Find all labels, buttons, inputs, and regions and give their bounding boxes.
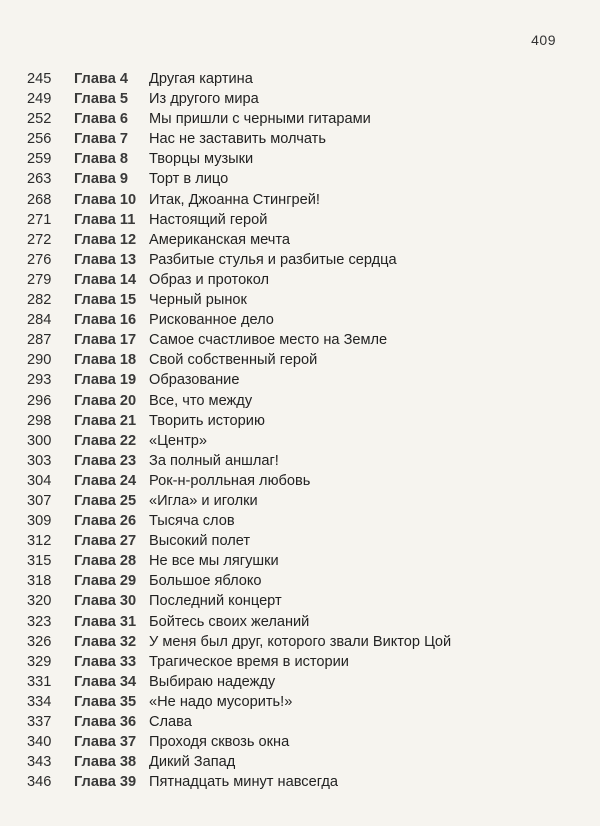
toc-page-number: 309 <box>27 513 52 530</box>
toc-chapter-label: Глава 24 <box>74 472 137 489</box>
toc-chapter-label: Глава 30 <box>74 593 137 610</box>
toc-entry <box>0 370 600 390</box>
toc-chapter-label: Глава 22 <box>74 432 137 449</box>
toc-chapter-title: Последний концерт <box>149 593 282 610</box>
toc-page-number: 272 <box>27 231 52 248</box>
toc-chapter-title: Свой собственный герой <box>149 352 318 369</box>
toc-chapter-title: Из другого мира <box>149 91 259 108</box>
toc-entry <box>0 571 600 591</box>
toc-chapter-label: Глава 6 <box>74 111 128 128</box>
toc-entry <box>0 169 600 189</box>
toc-chapter-title: Итак, Джоанна Стингрей! <box>149 191 320 208</box>
table-of-contents <box>0 69 600 792</box>
toc-entry <box>0 411 600 431</box>
toc-page-number: 259 <box>27 151 52 168</box>
toc-chapter-label: Глава 27 <box>74 533 137 550</box>
toc-chapter-label: Глава 25 <box>74 492 137 509</box>
toc-chapter-title: Творить историю <box>149 412 265 429</box>
toc-chapter-title: Американская мечта <box>149 231 291 248</box>
toc-page-number: 329 <box>27 653 52 670</box>
toc-page-number: 315 <box>27 553 52 570</box>
toc-chapter-label: Глава 12 <box>74 231 137 248</box>
toc-page-number: 284 <box>27 312 52 329</box>
toc-entry <box>0 451 600 471</box>
toc-page-number: 249 <box>27 91 52 108</box>
toc-entry <box>0 551 600 571</box>
toc-chapter-title: Торт в лицо <box>149 171 229 188</box>
toc-page-number: 263 <box>27 171 52 188</box>
toc-entry <box>0 129 600 149</box>
toc-page-number: 303 <box>27 452 52 469</box>
toc-chapter-title: Образ и протокол <box>149 271 270 288</box>
toc-chapter-label: Глава 14 <box>74 271 137 288</box>
toc-entry <box>0 632 600 652</box>
toc-entry <box>0 491 600 511</box>
toc-chapter-label: Глава 32 <box>74 633 137 650</box>
toc-chapter-label: Глава 11 <box>74 211 136 228</box>
toc-chapter-label: Глава 38 <box>74 754 137 771</box>
toc-chapter-title: Самое счастливое место на Земле <box>149 332 388 349</box>
toc-chapter-label: Глава 36 <box>74 714 137 730</box>
toc-chapter-title: «Игла» и иголки <box>149 492 258 509</box>
toc-entry <box>0 210 600 230</box>
toc-chapter-label: Глава 18 <box>74 352 137 369</box>
toc-chapter-label: Глава 7 <box>74 131 128 148</box>
toc-page-number: 290 <box>27 352 52 369</box>
toc-page-number: 252 <box>27 111 52 128</box>
toc-entry <box>0 591 600 611</box>
toc-chapter-label: Глава 16 <box>74 312 137 329</box>
toc-entry <box>0 69 600 89</box>
toc-chapter-label: Глава 20 <box>74 392 137 409</box>
toc-entry <box>0 109 600 129</box>
toc-page-number: 337 <box>27 714 52 730</box>
toc-entry <box>0 149 600 169</box>
toc-entry <box>0 310 600 330</box>
toc-chapter-label: Глава 21 <box>74 412 137 429</box>
toc-entry <box>0 330 600 350</box>
toc-chapter-label: Глава 28 <box>74 553 137 570</box>
toc-chapter-label: Глава 33 <box>74 653 137 670</box>
toc-chapter-label: Глава 4 <box>74 71 128 87</box>
toc-entry <box>0 250 600 270</box>
toc-chapter-title: Пятнадцать минут навсегда <box>149 774 339 791</box>
toc-entry <box>0 772 600 792</box>
toc-chapter-title: Трагическое время в истории <box>149 653 349 670</box>
toc-chapter-label: Глава 15 <box>74 292 137 309</box>
toc-entry <box>0 692 600 712</box>
toc-chapter-title: Все, что между <box>149 392 253 409</box>
toc-page-number: 326 <box>27 633 52 650</box>
toc-chapter-title: Черный рынок <box>149 292 247 309</box>
toc-page-number: 318 <box>27 573 52 590</box>
toc-chapter-title: Нас не заставить молчать <box>149 131 326 148</box>
toc-chapter-label: Глава 5 <box>74 91 128 108</box>
toc-entry <box>0 190 600 210</box>
toc-entry <box>0 531 600 551</box>
toc-entry <box>0 391 600 411</box>
toc-chapter-title: Дикий Запад <box>149 754 236 771</box>
toc-chapter-title: Образование <box>149 372 240 389</box>
toc-page-number: 293 <box>27 372 52 389</box>
page-number: 409 <box>531 32 556 48</box>
toc-entry <box>0 431 600 451</box>
toc-chapter-title: Большое яблоко <box>149 573 262 590</box>
toc-entry <box>0 290 600 310</box>
toc-chapter-title: За полный аншлаг! <box>149 452 279 469</box>
toc-chapter-label: Глава 37 <box>74 734 137 751</box>
toc-chapter-title: Выбираю надежду <box>149 673 276 690</box>
toc-entry <box>0 712 600 732</box>
toc-chapter-label: Глава 29 <box>74 573 137 590</box>
toc-chapter-title: Высокий полет <box>149 533 251 550</box>
toc-chapter-title: Творцы музыки <box>149 151 254 168</box>
toc-chapter-title: Настоящий герой <box>149 211 268 228</box>
toc-chapter-title: У меня был друг, которого звали Виктор Цой <box>149 633 452 650</box>
toc-chapter-title: Разбитые стулья и разбитые сердца <box>149 251 397 268</box>
toc-page-number: 245 <box>27 71 52 87</box>
toc-chapter-label: Глава 34 <box>74 673 137 690</box>
toc-chapter-title: Слава <box>149 714 192 730</box>
toc-page-number: 346 <box>27 774 52 791</box>
toc-chapter-label: Глава 8 <box>74 151 128 168</box>
toc-page-number: 268 <box>27 191 52 208</box>
toc-page-number: 340 <box>27 734 52 751</box>
toc-entry <box>0 732 600 752</box>
toc-page-number: 271 <box>27 211 52 228</box>
toc-page-number: 279 <box>27 271 52 288</box>
toc-chapter-label: Глава 23 <box>74 452 137 469</box>
toc-chapter-label: Глава 17 <box>74 332 137 349</box>
toc-chapter-title: Рок-н-ролльная любовь <box>149 472 311 489</box>
toc-entry <box>0 270 600 290</box>
toc-entry <box>0 511 600 531</box>
toc-page-number: 331 <box>27 673 52 690</box>
toc-page-number: 296 <box>27 392 52 409</box>
toc-chapter-title: «Не надо мусорить!» <box>149 693 293 710</box>
toc-page-number: 298 <box>27 412 52 429</box>
toc-chapter-title: Проходя сквозь окна <box>149 734 290 751</box>
toc-entry <box>0 350 600 370</box>
toc-entry <box>0 652 600 672</box>
toc-page-number: 323 <box>27 613 52 630</box>
toc-page-number: 276 <box>27 251 52 268</box>
toc-chapter-label: Глава 13 <box>74 251 137 268</box>
toc-chapter-label: Глава 9 <box>74 171 128 188</box>
toc-entry <box>0 612 600 632</box>
toc-entry <box>0 672 600 692</box>
toc-chapter-title: Другая картина <box>149 71 253 87</box>
toc-entry <box>0 89 600 109</box>
toc-chapter-label: Глава 10 <box>74 191 137 208</box>
toc-page-number: 320 <box>27 593 52 610</box>
toc-chapter-title: «Центр» <box>149 432 208 449</box>
toc-page-number: 312 <box>27 533 52 550</box>
toc-entry <box>0 230 600 250</box>
toc-page-number: 307 <box>27 492 52 509</box>
toc-chapter-label: Глава 31 <box>74 613 137 630</box>
toc-page-number: 256 <box>27 131 52 148</box>
toc-page-number: 282 <box>27 292 52 309</box>
toc-chapter-label: Глава 26 <box>74 513 137 530</box>
toc-chapter-title: Тысяча слов <box>149 513 235 530</box>
toc-chapter-title: Бойтесь своих желаний <box>149 613 310 630</box>
toc-chapter-title: Рискованное дело <box>149 312 274 329</box>
toc-page-number: 334 <box>27 693 52 710</box>
toc-page-number: 287 <box>27 332 52 349</box>
toc-chapter-title: Мы пришли с черными гитарами <box>149 111 371 128</box>
toc-entry <box>0 752 600 772</box>
toc-chapter-title: Не все мы лягушки <box>149 553 279 570</box>
toc-chapter-label: Глава 19 <box>74 372 137 389</box>
toc-page-number: 300 <box>27 432 52 449</box>
toc-chapter-label: Глава 35 <box>74 693 137 710</box>
toc-page-number: 304 <box>27 472 52 489</box>
toc-chapter-label: Глава 39 <box>74 774 137 791</box>
toc-entry <box>0 471 600 491</box>
toc-page-number: 343 <box>27 754 52 771</box>
